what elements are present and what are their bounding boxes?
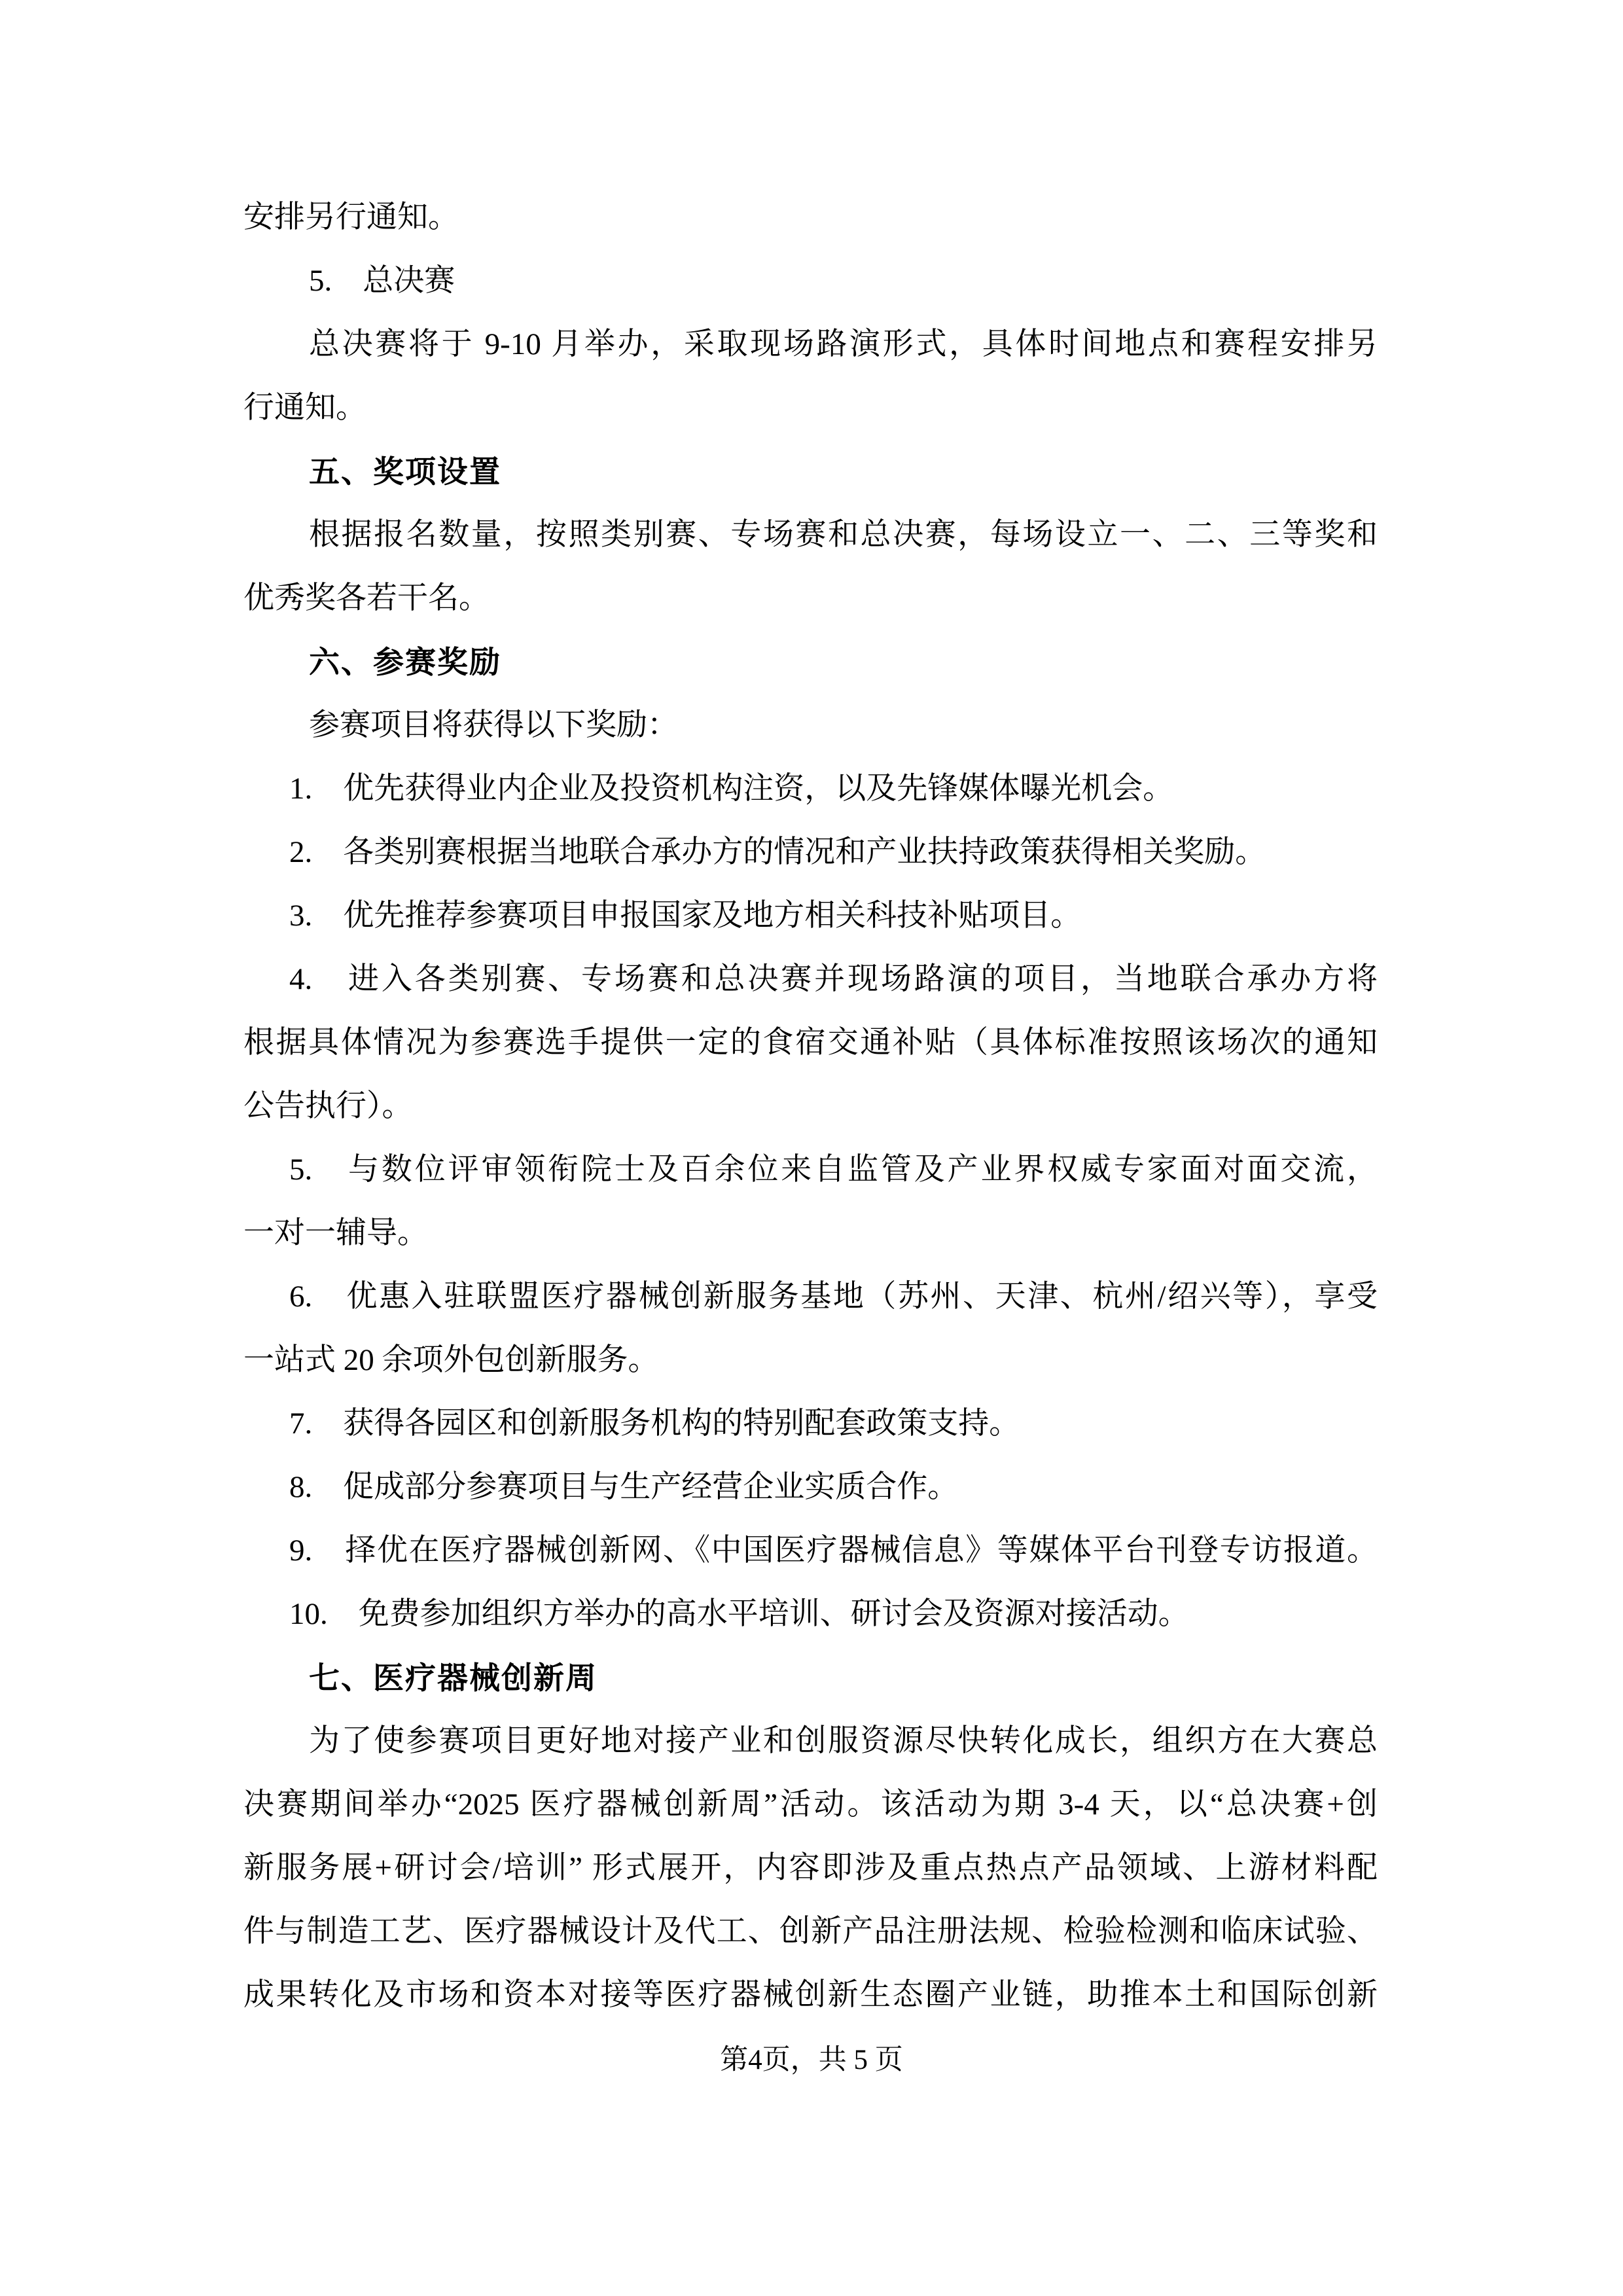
list-item-line: 4. 进入各类别赛、专场赛和总决赛并现场路演的项目，当地联合承办方将 [289, 962, 1378, 996]
paragraph-line: 参赛项目将获得以下奖励： [309, 708, 678, 742]
paragraph-line: 公告执行）。 [243, 1089, 413, 1123]
section-heading: 七、医疗器械创新周 [309, 1660, 597, 1695]
paragraph-line: 优秀奖各若干名。 [243, 581, 490, 615]
list-item-line: 3. 优先推荐参赛项目申报国家及地方相关科技补贴项目。 [289, 899, 1082, 933]
paragraph-line: 根据报名数量，按照类别赛、专场赛和总决赛，每场设立一、二、三等奖和 [309, 518, 1378, 552]
page-footer [0, 2041, 1623, 2080]
list-item-line: 6. 优惠入驻联盟医疗器械创新服务基地（苏州、天津、杭州/绍兴等），享受 [289, 1280, 1378, 1314]
paragraph-line: 为了使参赛项目更好地对接产业和创服资源尽快转化成长，组织方在大赛总 [309, 1724, 1378, 1758]
list-item-line: 5. 与数位评审领衔院士及百余位来自监管及产业界权威专家面对面交流， [289, 1153, 1378, 1187]
list-item-line: 2. 各类别赛根据当地联合承办方的情况和产业扶持政策获得相关奖励。 [289, 835, 1266, 869]
paragraph-line: 根据具体情况为参赛选手提供一定的食宿交通补贴（具体标准按照该场次的通知 [243, 1026, 1378, 1060]
paragraph-line: 成果转化及市场和资本对接等医疗器械创新生态圈产业链，助推本土和国际创新 [243, 1978, 1378, 2012]
paragraph-line: 决赛期间举办“2025 医疗器械创新周”活动。该活动为期 3-4 天，以“总决赛+创 [243, 1787, 1378, 1821]
paragraph-line: 件与制造工艺、医疗器械设计及代工、创新产品注册法规、检验检测和临床试验、 [243, 1914, 1378, 1948]
page-number: 第4页，共 5 页 [720, 2045, 903, 2075]
list-item-line: 1. 优先获得业内企业及投资机构注资，以及先锋媒体曝光机会。 [289, 772, 1174, 806]
list-item-line: 9. 择优在医疗器械创新网、《中国医疗器械信息》等媒体平台刊登专访报道。 [289, 1534, 1378, 1568]
paragraph-line: 新服务展+研讨会/培训” 形式展开，内容即涉及重点热点产品领域、上游材料配 [243, 1851, 1378, 1885]
document-body [243, 186, 1378, 2027]
paragraph-line: 行通知。 [243, 391, 366, 425]
paragraph-line: 安排另行通知。 [243, 200, 459, 234]
paragraph-line: 一对一辅导。 [243, 1216, 428, 1250]
paragraph-line: 一站式 20 余项外包创新服务。 [243, 1343, 659, 1377]
section-heading: 五、奖项设置 [309, 454, 501, 489]
list-item-line: 8. 促成部分参赛项目与生产经营企业实质合作。 [289, 1470, 959, 1504]
section-heading: 六、参赛奖励 [309, 645, 501, 679]
paragraph-line: 5. 总决赛 [309, 264, 455, 298]
paragraph-line: 总决赛将于 9-10 月举办，采取现场路演形式，具体时间地点和赛程安排另 [309, 327, 1378, 361]
list-item-line: 10. 免费参加组织方举办的高水平培训、研讨会及资源对接活动。 [289, 1597, 1189, 1631]
list-item-line: 7. 获得各园区和创新服务机构的特别配套政策支持。 [289, 1407, 1020, 1441]
